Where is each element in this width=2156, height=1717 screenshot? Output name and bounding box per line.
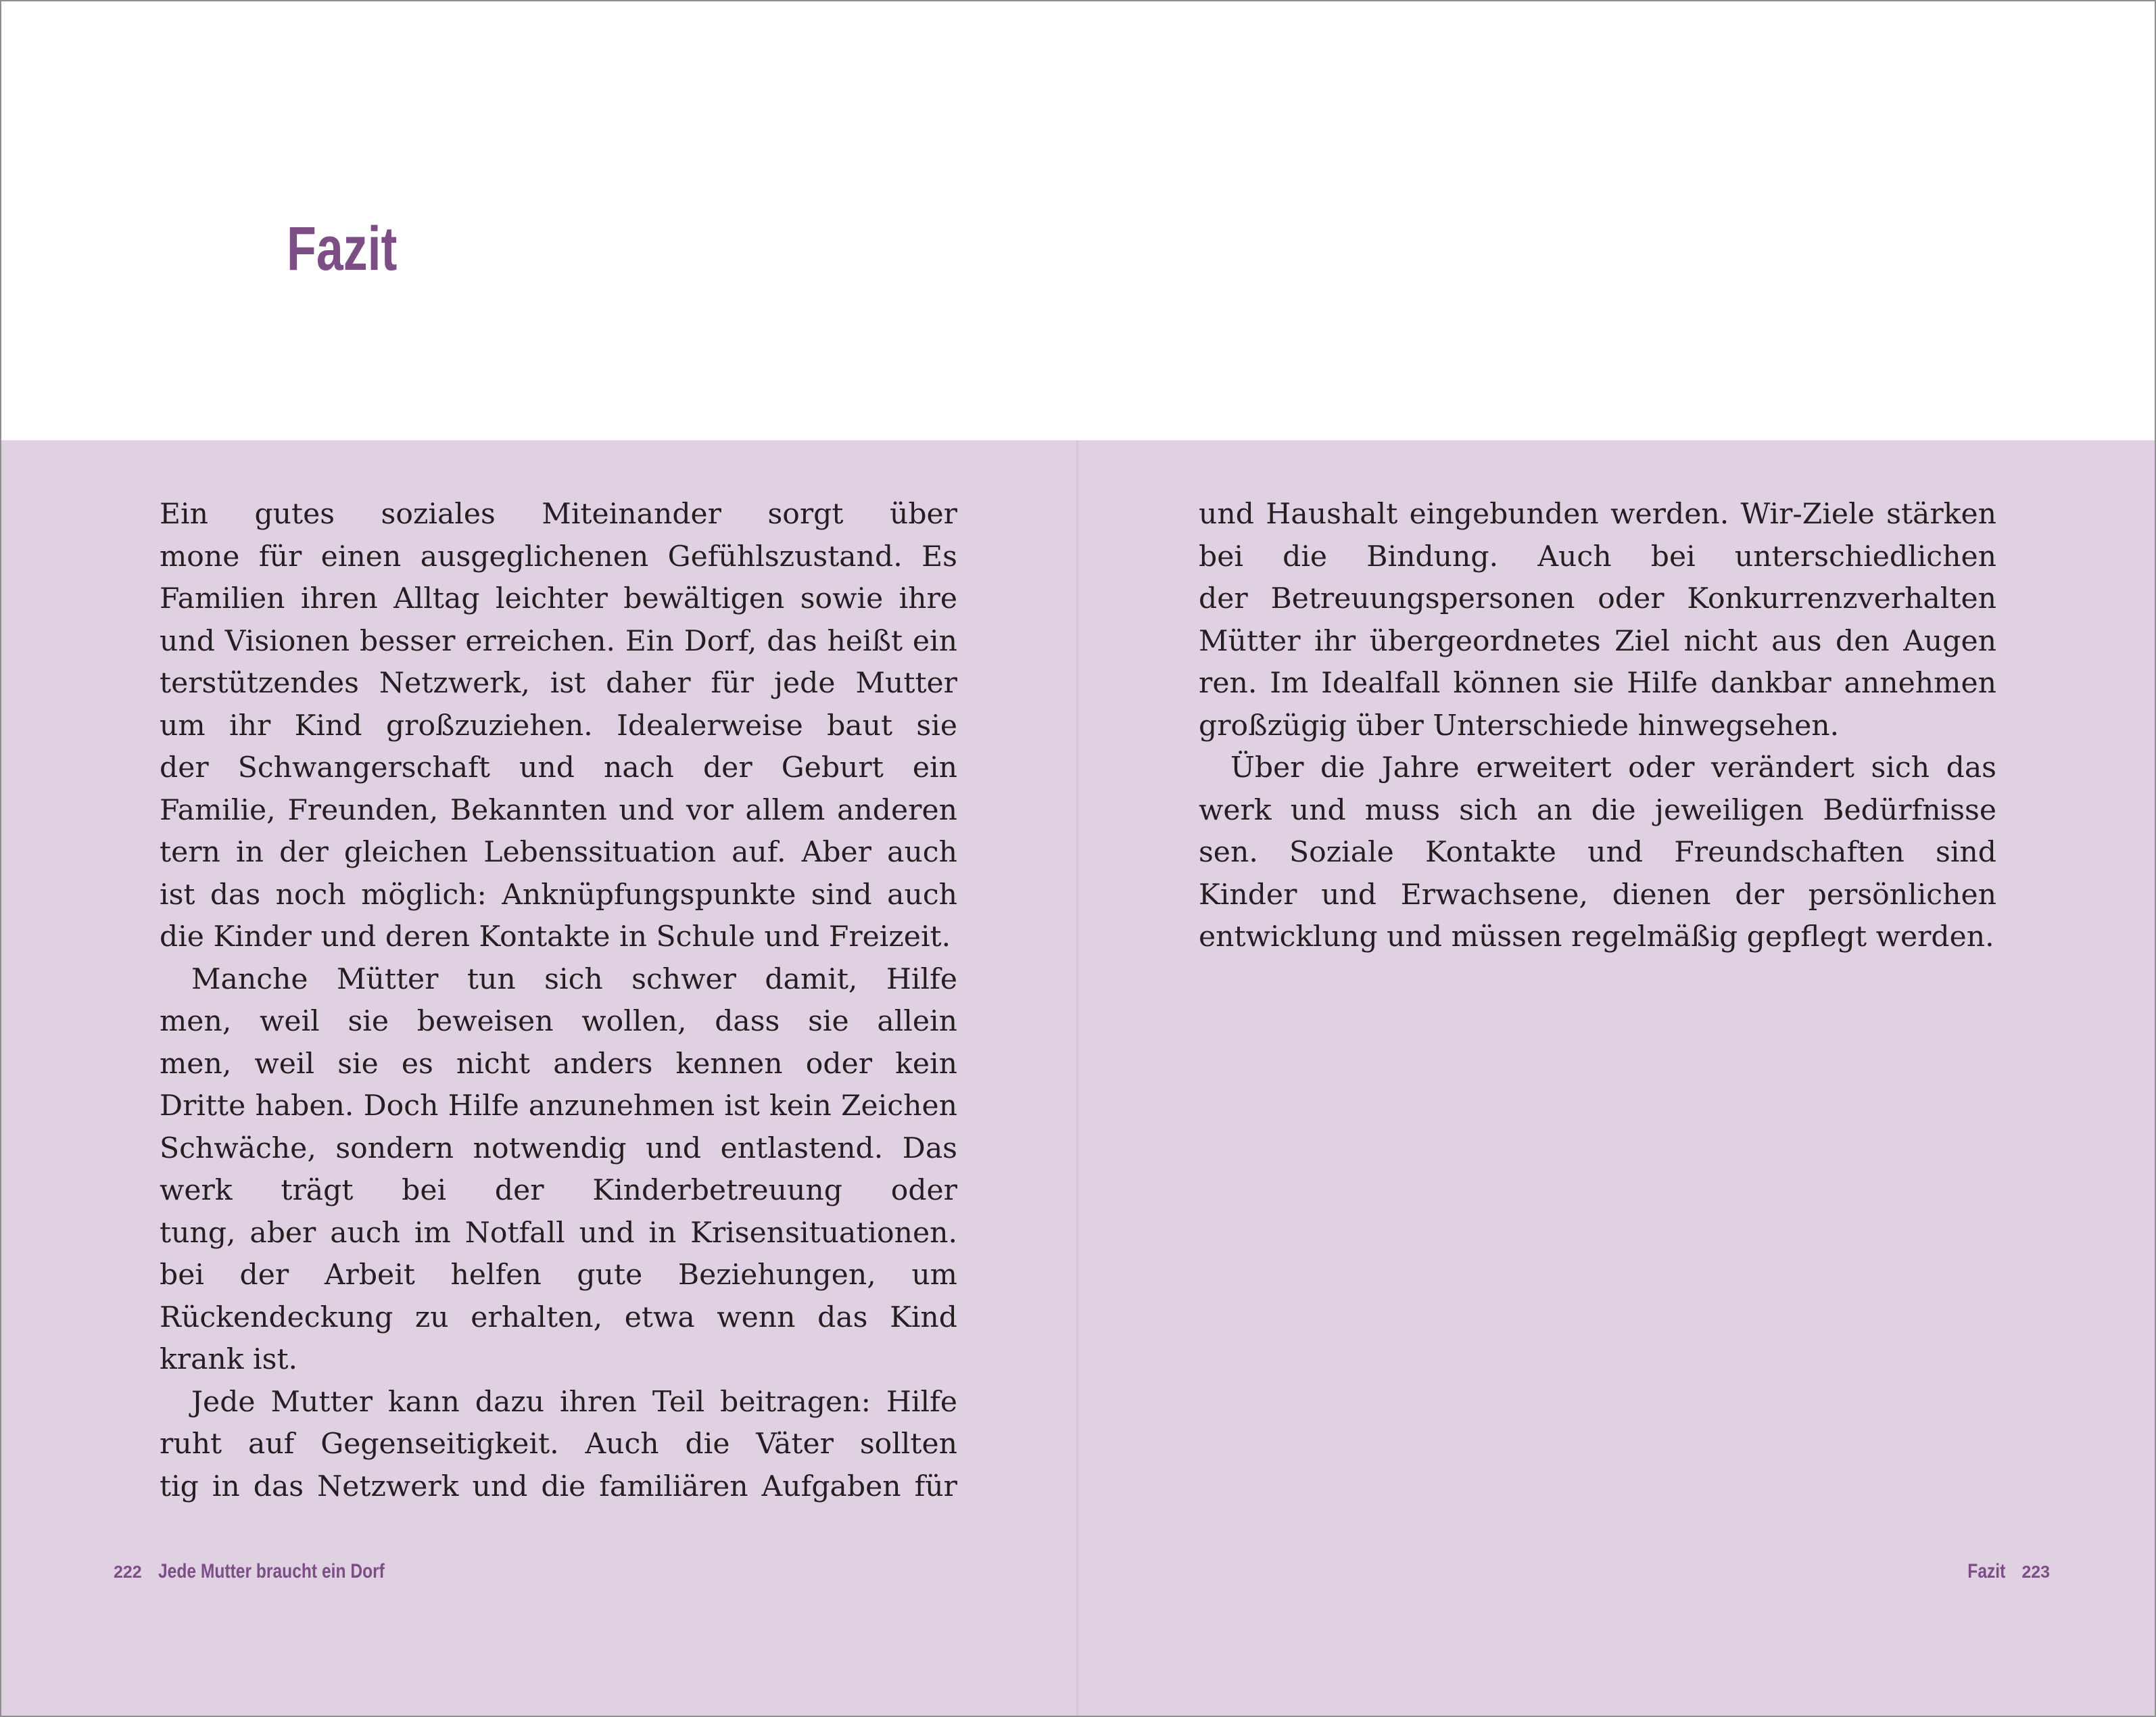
text-line: und Visionen besser erreichen. Ein Dorf, das heißt ein (160, 624, 957, 658)
text-line: entwicklung und müssen regelmäßig gepflegt werden. (1199, 920, 1994, 954)
text-line: tern in der gleichen Lebenssituation auf. Aber auch (160, 836, 957, 869)
running-title-left: Jede Mutter braucht ein Dorf (158, 1560, 385, 1582)
text-line: Ein gutes soziales Miteinander sorgt über (160, 498, 957, 531)
footer-left (114, 1558, 434, 1586)
text-line: ren. Im Idealfall können sie Hilfe dankbar annehmen (1199, 667, 1996, 700)
text-line: Familie, Freunden, Bekannten und vor allem anderen (160, 793, 957, 827)
text-line: terstützendes Netzwerk, ist daher für jede Mutter (160, 667, 957, 700)
text-line: Dritte haben. Doch Hilfe anzunehmen ist kein Zeichen (160, 1089, 957, 1123)
text-line: die Kinder und deren Kontakte in Schule und Freizeit. (160, 920, 951, 954)
text-line: men, weil sie beweisen wollen, dass sie allein (160, 1005, 957, 1038)
text-line: tung, aber auch im Notfall und in Krisensituationen. (160, 1216, 957, 1250)
text-line: werk trägt bei der Kinderbetreuung oder (160, 1174, 957, 1207)
text-line: und Haushalt eingebunden werden. Wir-Ziele stärken (1199, 498, 1996, 531)
text-line: krank ist. (160, 1343, 298, 1376)
text-line: Manche Mütter tun sich schwer damit, Hilfe (191, 962, 957, 996)
running-title-right: Fazit (1967, 1560, 2006, 1582)
text-line: Mütter ihr übergeordnetes Ziel nicht aus den Augen (1199, 624, 1996, 658)
text-line: werk und muss sich an die jeweiligen Bedürfnisse (1199, 793, 1996, 827)
text-line: ruht auf Gegenseitigkeit. Auch die Väter sollten (160, 1428, 957, 1461)
text-line: großzügig über Unterschiede hinwegsehen. (1199, 709, 1840, 743)
text-line: um ihr Kind großzuziehen. Idealerweise baut sie (160, 709, 957, 743)
footer-right (1959, 1558, 2050, 1586)
page-number-right: 223 (2021, 1563, 2051, 1582)
text-line: men, weil sie es nicht anders kennen oder kein (160, 1047, 957, 1081)
text-line: bei die Bindung. Auch bei unterschiedlichen (1199, 540, 1996, 573)
left-page-text (160, 494, 957, 1508)
text-line: Jede Mutter kann dazu ihren Teil beitragen: Hilfe (191, 1385, 957, 1419)
page-number-left: 222 (114, 1563, 142, 1582)
text-line: Rückendeckung zu erhalten, etwa wenn das Kind (160, 1300, 957, 1334)
chapter-title: Fazit (287, 214, 398, 283)
text-line: der Betreuungspersonen oder Konkurrenzverhalten (1199, 582, 1996, 615)
text-line: bei der Arbeit helfen gute Beziehungen, um (160, 1259, 957, 1292)
text-line: der Schwangerschaft und nach der Geburt ein (160, 751, 957, 784)
right-page-text (1199, 494, 1996, 959)
text-line: Kinder und Erwachsene, dienen der persönlichen (1199, 878, 1996, 912)
page-gutter (1076, 440, 1078, 1716)
text-line: ist das noch möglich: Anknüpfungspunkte sind auch (160, 878, 957, 912)
text-line: Familien ihren Alltag leichter bewältigen sowie ihre (160, 582, 957, 615)
text-line: tig in das Netzwerk und die familiären Aufgaben für (160, 1469, 957, 1503)
text-line: Schwäche, sondern notwendig und entlastend. Das (160, 1131, 957, 1165)
text-line: Über die Jahre erweitert oder verändert sich das (1230, 751, 1996, 784)
text-line: mone für einen ausgeglichenen Gefühlszustand. Es (160, 540, 957, 573)
text-line: sen. Soziale Kontakte und Freundschaften sind (1199, 836, 1996, 869)
